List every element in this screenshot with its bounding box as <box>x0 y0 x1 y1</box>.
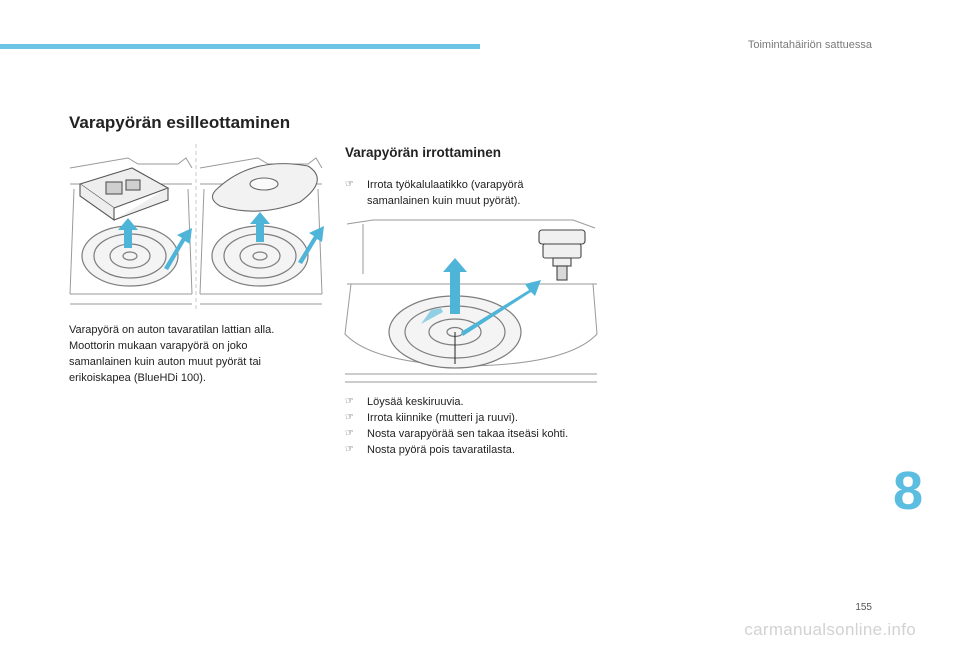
intro-paragraph <box>69 322 309 386</box>
header-accent-bar <box>0 44 480 49</box>
section-title: Varapyörän esilleottaminen <box>69 113 291 132</box>
step-text: Nosta pyörä pois tavaratilasta. <box>367 444 515 456</box>
subsection-title: Varapyörän irrottaminen <box>345 145 502 160</box>
page-number: 155 <box>855 602 872 613</box>
pointing-finger-icon: ☞ <box>345 444 354 455</box>
pointing-finger-icon: ☞ <box>345 428 354 439</box>
list-item <box>345 442 605 458</box>
step-text: Irrota kiinnike (mutteri ja ruuvi). <box>367 412 518 424</box>
removal-step-list-2 <box>345 394 605 458</box>
intro-line: samanlainen kuin auton muut pyörät tai <box>69 356 262 368</box>
spare-wheel-bolt-illustration <box>343 214 600 386</box>
step-text: Nosta varapyörää sen takaa itseäsi kohti. <box>367 428 569 440</box>
pointing-finger-icon: ☞ <box>345 396 354 407</box>
list-item <box>345 177 605 209</box>
list-item <box>345 426 605 442</box>
intro-line: erikoiskapea (BlueHDi 100). <box>69 372 206 384</box>
watermark: carmanualsonline.info <box>744 620 916 639</box>
list-item <box>345 410 605 426</box>
chapter-tab <box>878 458 960 524</box>
intro-line: Varapyörä on auton tavaratilan lattian alla. <box>69 324 275 336</box>
pointing-finger-icon: ☞ <box>345 179 354 190</box>
list-item <box>345 394 605 410</box>
pointing-finger-icon: ☞ <box>345 412 354 423</box>
step-text-line: Irrota työkalulaatikko (varapyörä <box>367 179 524 191</box>
intro-line: Moottorin mukaan varapyörä on joko <box>69 340 248 352</box>
step-text: Löysää keskiruuvia. <box>367 396 464 408</box>
step-text-line: samanlainen kuin muut pyörät). <box>367 195 521 207</box>
spare-wheel-trunk-illustration <box>68 144 324 312</box>
chapter-header-title: Toimintahäiriön sattuessa <box>747 39 872 51</box>
removal-step-list-1 <box>345 177 605 209</box>
chapter-number: 8 <box>892 461 924 521</box>
